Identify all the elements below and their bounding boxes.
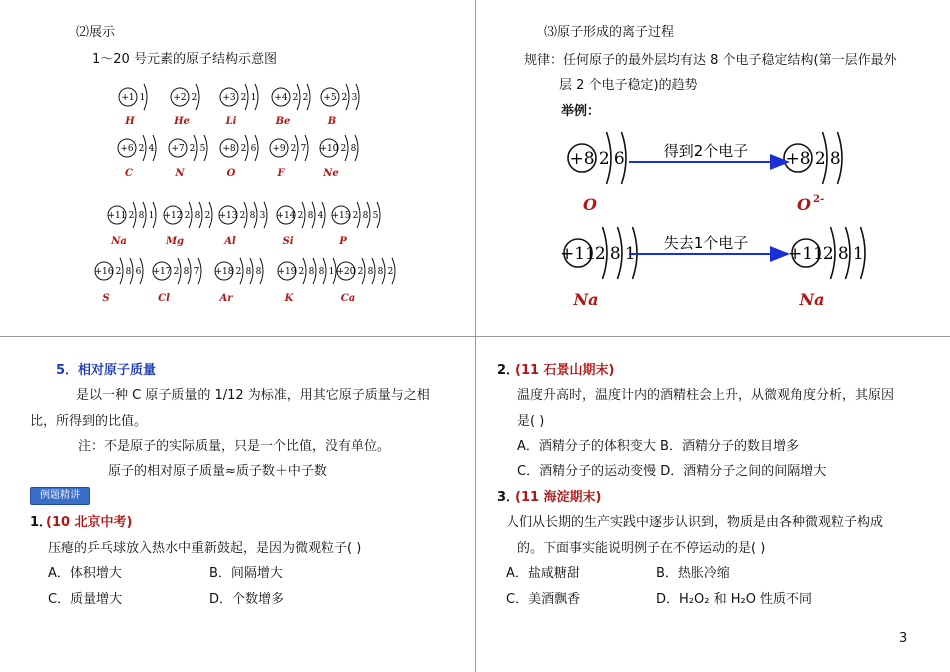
element-symbol: H [125,116,135,127]
q1-number: 1． [30,515,53,530]
shell-electron-count: 8 [362,211,369,222]
shell-electron-count: 8 [255,267,262,278]
shell-electron-count: 5 [372,211,379,222]
q3-stem-line-2: 的。下面事实能说明例子在不停运动的是( ) [517,541,766,556]
nucleus-charge: +17 [152,267,172,278]
shell-electron-count: 7 [193,267,200,278]
q2-stem-line-2: 是( ) [517,414,545,429]
nucleus-charge: +8 [785,148,811,169]
shell-electron-count: 2 [297,211,304,222]
nucleus-charge: +1 [121,93,135,104]
q2-number: 2． [497,363,520,378]
shell-electron-count: 2 [598,148,610,169]
shell-electron-count: 1 [250,93,257,104]
shell-electron-count: 2 [240,144,247,155]
element-symbol: Ne [323,168,339,179]
nucleus-charge: +8 [569,148,595,169]
shell-electron-count: 1 [148,211,155,222]
right-element-symbol: Na [799,290,825,309]
element-symbol: Ca [340,293,356,304]
shell-electron-count: 2 [594,243,606,264]
shell-electron-count: 3 [351,93,358,104]
nucleus-charge: +15 [331,211,351,222]
note-line: 注：不是原子的实际质量，只是一个比值，没有单位。 [78,439,391,454]
shell-electron-count: 4 [148,144,155,155]
rule-line-2: 层 2 个电子稳定)的趋势 [559,78,698,93]
q1-option-d: D．个数增多 [209,592,285,607]
shell-electron-count: 6 [613,148,625,169]
shell-electron-count: 2 [115,267,122,278]
shell-electron-count: 1 [328,267,335,278]
section-title-relative-mass: 5．相对原子质量 [56,363,157,378]
q3-number: 3． [497,490,520,505]
shell-electron-count: 2 [239,211,246,222]
element-symbol: K [284,293,294,304]
shell-electron-count: 2 [240,93,247,104]
element-symbol: Mg [165,236,185,247]
shell-electron-count: 2 [128,211,135,222]
atom-o [784,132,842,184]
q2-stem-line-1: 温度升高时，温度计内的酒精柱会上升，从微观角度分析，其原因 [517,388,895,403]
shell-electron-count: 2 [302,93,309,104]
shell-electron-count: 2 [340,144,347,155]
shell-electron-count: 8 [318,267,325,278]
element-symbol: C [125,168,133,179]
nucleus-charge: +11 [560,243,596,264]
atom-na [560,227,637,279]
section-heading-display: ⑵展示 [76,25,116,40]
nucleus-charge: +11 [788,243,824,264]
element-symbol: N [175,168,185,179]
shell-electron-count: 2 [191,93,198,104]
element-symbol: S [102,293,110,304]
nucleus-charge: +18 [214,267,234,278]
shell-electron-count: 8 [308,267,315,278]
nucleus-charge: +8 [222,144,236,155]
nucleus-charge: +11 [107,211,127,222]
q1-option-b: B．间隔增大 [209,566,283,581]
shell-electron-count: 8 [307,211,314,222]
shell-electron-count: 2 [341,93,348,104]
page-number: 3 [899,631,908,646]
element-symbol: Ar [219,293,233,304]
formula-line: 原子的相对原子质量≈质子数＋中子数 [108,464,327,479]
shell-electron-count: 1 [624,243,636,264]
q3-option-d: D．H₂O₂ 和 H₂O 性质不同 [656,592,813,607]
nucleus-charge: +3 [222,93,236,104]
definition-line-2: 比，所得到的比值。 [30,414,148,429]
ion-charge: 2- [813,194,825,205]
nucleus-charge: +13 [218,211,238,222]
nucleus-charge: +7 [171,144,185,155]
element-symbol: P [339,236,347,247]
nucleus-charge: +10 [319,144,339,155]
shell-electron-count: 6 [135,267,142,278]
q3-option-b: B．热胀冷缩 [656,566,730,581]
element-symbol: F [277,168,285,179]
shell-electron-count: 3 [259,211,266,222]
shell-electron-count: 6 [250,144,257,155]
atom-o [568,132,626,184]
shell-electron-count: 1 [139,93,146,104]
element-symbol: Al [224,236,236,247]
shell-electron-count: 2 [173,267,180,278]
nucleus-charge: +16 [94,267,114,278]
shell-electron-count: 8 [245,267,252,278]
shell-electron-count: 2 [822,243,834,264]
q3-source: (11 海淀期末) [515,490,602,505]
shell-electron-count: 8 [837,243,849,264]
shell-electron-count: 2 [814,148,826,169]
q1-option-a: A．体积增大 [48,566,122,581]
shell-electron-count: 2 [352,211,359,222]
q3-stem-line-1: 人们从长期的生产实践中逐步认识到，物质是由各种微观粒子构成 [506,515,884,530]
element-symbol: B [327,116,337,127]
shell-electron-count: 2 [138,144,145,155]
atom-diagram-title: 1～20 号元素的原子结构示意图 [92,52,277,67]
shell-electron-count: 8 [609,243,621,264]
horizontal-divider [0,336,950,337]
examples-badge: 例题精讲 [30,487,90,505]
q3-option-a: A．盐咸糖甜 [506,566,580,581]
shell-electron-count: 2 [189,144,196,155]
shell-electron-count: 8 [194,211,201,222]
nucleus-charge: +9 [272,144,286,155]
shell-electron-count: 2 [387,267,394,278]
element-symbol: Si [282,236,294,247]
definition-line-1: 是以一种 C 原子质量的 1/12 为标准，用其它原子质量与之相 [76,388,430,403]
nucleus-charge: +4 [274,93,288,104]
q3-option-c: C．美酒飘香 [506,592,581,607]
element-symbol: He [174,116,190,127]
rule-line-1: 规律：任何原子的最外层均有达 8 个电子稳定结构(第一层作最外 [524,53,897,68]
nucleus-charge: +2 [173,93,187,104]
q2-options-ab: A．酒精分子的体积变大 B．酒精分子的数目增多 [517,439,799,454]
nucleus-charge: +12 [163,211,183,222]
arrow-label: 得到2个电子 [663,142,749,160]
shell-electron-count: 5 [199,144,206,155]
example-label: 举例： [561,104,601,119]
shell-electron-count: 8 [350,144,357,155]
shell-electron-count: 8 [183,267,190,278]
nucleus-charge: +6 [120,144,134,155]
shell-electron-count: 2 [235,267,242,278]
q2-options-cd: C．酒精分子的运动变慢 D．酒精分子之间的间隔增大 [517,464,827,479]
nucleus-charge: +5 [323,93,337,104]
q1-option-c: C．质量增大 [48,592,123,607]
shell-electron-count: 2 [290,144,297,155]
nucleus-charge: +14 [276,211,296,222]
nucleus-charge: +19 [277,267,297,278]
element-symbol: Li [225,116,237,127]
left-element-symbol: Na [573,290,599,309]
shell-electron-count: 4 [317,211,324,222]
shell-electron-count: 1 [852,243,864,264]
element-symbol: Cl [158,293,170,304]
atom-na [788,227,865,279]
shell-electron-count: 8 [367,267,374,278]
element-symbol: O [226,168,236,179]
shell-electron-count: 7 [300,144,307,155]
nucleus-charge: +20 [336,267,356,278]
right-element-symbol: O [797,195,811,214]
shell-electron-count: 8 [377,267,384,278]
arrow-label: 失去1个电子 [663,234,749,252]
left-element-symbol: O [583,195,597,214]
shell-electron-count: 2 [292,93,299,104]
shell-electron-count: 8 [138,211,145,222]
shell-electron-count: 2 [298,267,305,278]
q2-source: (11 石景山期末) [515,363,615,378]
shell-electron-count: 8 [249,211,256,222]
ion-process-heading: ⑶原子形成的离子过程 [544,25,675,40]
shell-electron-count: 2 [357,267,364,278]
shell-electron-count: 8 [829,148,841,169]
q1-stem: 压瘪的乒乓球放入热水中重新鼓起，是因为微观粒子( ) [48,541,362,556]
shell-electron-count: 8 [125,267,132,278]
shell-electron-count: 2 [184,211,191,222]
element-symbol: Be [275,116,291,127]
element-symbol: Na [111,236,127,247]
q1-source: (10 北京中考) [46,515,133,530]
shell-electron-count: 2 [204,211,211,222]
